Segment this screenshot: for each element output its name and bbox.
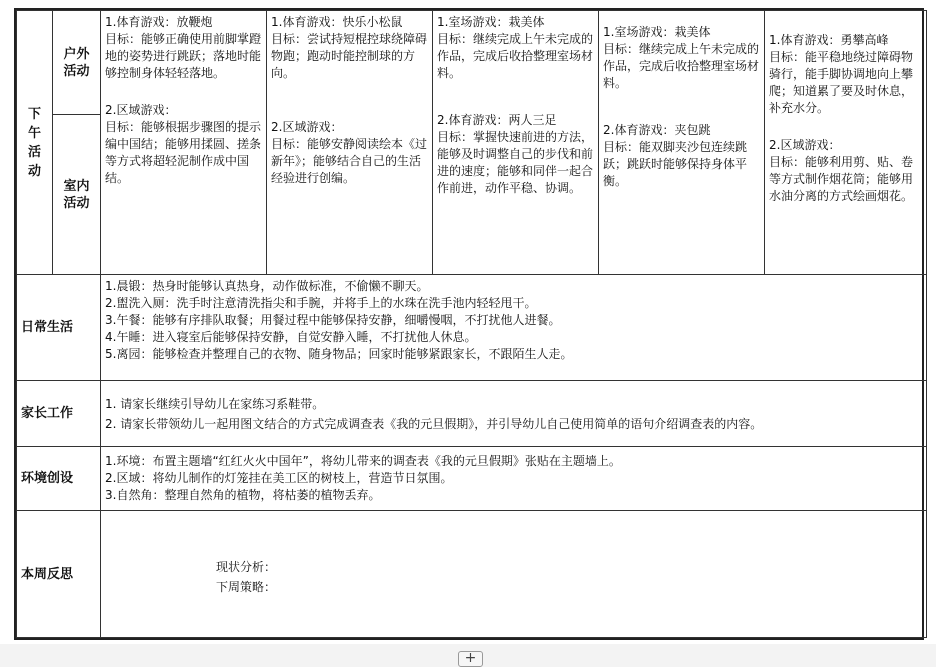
daily-item: 5.离园：能够检查并整理自己的衣物、随身物品；回家时能够紧跟家长，不跟陌生人走。 <box>105 347 573 361</box>
parent-item: 2. 请家长带领幼儿一起用图文结合的方式完成调查表《我的元旦假期》，并引导幼儿自己使用简单的语句介绍调查表的内容。 <box>105 416 763 431</box>
next-week-strategy-label: 下周策略： <box>216 580 277 594</box>
parent-item: 1. 请家长继续引导幼儿在家练习系鞋带。 <box>105 396 325 411</box>
daily-item: 4.午睡：进入寝室后能够保持安静，自觉安静入睡，不打扰他人休息。 <box>105 330 477 344</box>
add-page-button[interactable]: + <box>458 651 483 667</box>
afternoon-activities-header: 下午活动 <box>17 11 53 275</box>
activity-outdoor: 1.室场游戏：栽美体 目标：继续完成上午未完成的作品，完成后收拾整理室场材料。 <box>437 15 594 80</box>
afternoon-day-1 <box>101 11 267 275</box>
weekly-reflection-header: 本周反思 <box>17 511 101 638</box>
activity-outdoor: 1.体育游戏：放鞭炮 目标：能够正确使用前脚掌蹬地的姿势进行跳跃；落地时能够控制身体轻轻落地。 <box>105 15 262 80</box>
afternoon-day-5 <box>765 11 927 275</box>
environment-item: 3.自然角：整理自然角的植物，将枯萎的植物丢弃。 <box>105 488 381 502</box>
parent-work-content <box>101 381 927 447</box>
environment-item: 2.区域：将幼儿制作的灯笼挂在美工区的树枝上，营造节日氛围。 <box>105 471 453 485</box>
weekly-reflection-content[interactable] <box>101 511 927 638</box>
activity-indoor: 2.体育游戏：夹包跳 目标：能双脚夹沙包连续跳跃；跳跃时能够保持身体平衡。 <box>603 123 748 188</box>
daily-item: 3.午餐：能够有序排队取餐；用餐过程中能够保持安静，细嚼慢咽，不打扰他人进餐。 <box>105 313 561 327</box>
activity-outdoor: 1.室场游戏：栽美体 目标：继续完成上午未完成的作品，完成后收拾整理室场材料。 <box>603 25 760 90</box>
activity-indoor: 2.区域游戏： 目标：能够根据步骤图的提示编中国结；能够用揉圆、搓条等方式将超轻泥制作成中国结。 <box>105 103 262 185</box>
environment-header: 环境创设 <box>17 447 101 511</box>
activity-indoor: 2.区域游戏： 目标：能够利用剪、贴、卷等方式制作烟花筒；能够用水油分离的方式绘画烟花。 <box>769 138 914 203</box>
status-analysis-label: 现状分析： <box>216 560 277 574</box>
environment-content <box>101 447 927 511</box>
parent-work-header: 家长工作 <box>17 381 101 447</box>
afternoon-day-3 <box>433 11 599 275</box>
daily-item: 1.晨锻：热身时能够认真热身，动作做标准，不偷懒不聊天。 <box>105 279 429 293</box>
activity-indoor: 2.区域游戏： 目标：能够安静阅读绘本《过新年》；能够结合自己的生活经验进行创编。 <box>271 120 428 185</box>
afternoon-day-4 <box>599 11 765 275</box>
afternoon-day-2 <box>267 11 433 275</box>
activity-indoor: 2.体育游戏：两人三足 目标：掌握快速前进的方法，能够及时调整自己的步伐和前进的速度；能够和同伴一起合作前进，动作平稳、协调。 <box>437 113 594 195</box>
weekly-plan-table <box>16 10 927 638</box>
daily-item: 2.盥洗入厕：洗手时注意清洗指尖和手腕，并将手上的水珠在洗手池内轻轻甩干。 <box>105 296 537 310</box>
daily-life-header: 日常生活 <box>17 275 101 381</box>
outdoor-activities-header: 户外活动 <box>53 11 101 115</box>
activity-outdoor: 1.体育游戏：快乐小松鼠 目标：尝试持短棍控球绕障碍物跑；跑动时能控制球的方向。 <box>271 15 428 80</box>
environment-item: 1.环境：布置主题墙“红红火火中国年”，将幼儿带来的调查表《我的元旦假期》张贴在主题墙上。 <box>105 454 621 468</box>
weekly-plan-document <box>14 8 924 640</box>
indoor-activities-header: 室内活动 <box>53 115 101 275</box>
daily-life-content <box>101 275 927 381</box>
activity-outdoor: 1.体育游戏：勇攀高峰 目标：能平稳地绕过障碍物骑行，能手脚协调地向上攀爬；知道累了要及时休息，补充水分。 <box>769 33 914 115</box>
